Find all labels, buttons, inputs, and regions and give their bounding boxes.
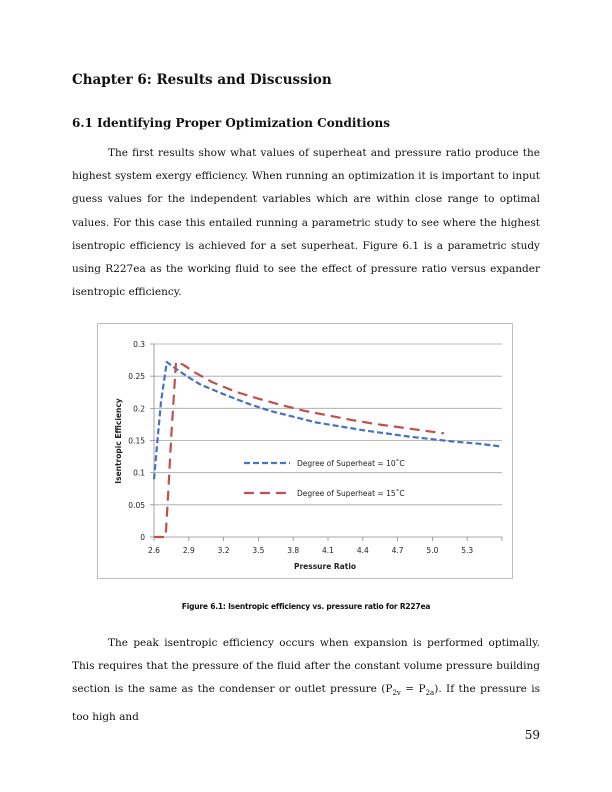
y-tick-label: 0.25: [128, 372, 145, 382]
chapter-title: Chapter 6: Results and Discussion: [72, 72, 332, 88]
pressure-symbol-2: P: [418, 683, 426, 696]
y-tick-label: 0.05: [128, 500, 145, 510]
y-tick-label: 0: [140, 533, 145, 542]
paragraph-2-end: ). If the pressure is too high and: [72, 683, 540, 723]
equals-sign: =: [400, 683, 419, 696]
x-tick-label: 2.9: [182, 546, 195, 555]
page-number: 59: [524, 728, 540, 742]
x-tick-label: 4.4: [356, 546, 369, 555]
subscript-2a: 2a: [425, 689, 435, 698]
paragraph-2: [72, 632, 540, 729]
x-tick-label: 3.5: [252, 546, 265, 555]
series-line-2: [154, 362, 444, 537]
y-tick-label: 0.1: [133, 468, 145, 478]
x-tick-label: 4.7: [391, 546, 404, 555]
x-tick-label: 5.3: [461, 546, 474, 555]
x-tick-label: 4.1: [322, 546, 334, 555]
x-axis-label: Pressure Ratio: [293, 562, 357, 571]
legend-label-series-1: Degree of Superheat = 10˚C: [297, 459, 405, 468]
y-tick-label: 0.3: [133, 340, 145, 349]
paragraph-2-text: The peak isentropic efficiency occurs when expansion is performed optimally. This requires that the pressure of the fluid after the constant volume pressure building section is the same as the condenser or outlet pressure (: [72, 637, 540, 696]
subscript-2v: 2v: [392, 689, 401, 698]
chart-svg: [98, 324, 512, 578]
figure-caption: Figure 6.1: Isentropic efficiency vs. pressure ratio for R227ea: [181, 602, 431, 611]
x-tick-label: 5.0: [426, 546, 439, 555]
y-axis-label: Isentropic Efficiency: [114, 398, 123, 484]
x-tick-label: 3.8: [287, 546, 300, 555]
y-tick-label: 0.2: [133, 404, 145, 414]
section-title: 6.1 Identifying Proper Optimization Conditions: [72, 116, 390, 130]
pressure-symbol-1: P: [385, 683, 393, 696]
x-tick-label: 2.6: [148, 546, 160, 555]
legend-label-series-2: Degree of Superheat = 15˚C: [297, 489, 405, 498]
figure-6-1-chart: [97, 323, 513, 579]
paragraph-1: The first results show what values of superheat and pressure ratio produce the highest system exergy efficiency. When running an optimization it is important to input guess values for the independent variables which are within close range to optimal values. For this case this entailed running a parametric study to see where the highest isentropic efficiency is achieved for a set superheat. Figure 6.1 is a parametric study using R227ea as the working fluid to see the effect of pressure ratio versus expander isentropic efficiency.: [72, 147, 540, 299]
y-tick-label: 0.15: [128, 436, 145, 446]
x-tick-label: 3.2: [217, 546, 230, 555]
